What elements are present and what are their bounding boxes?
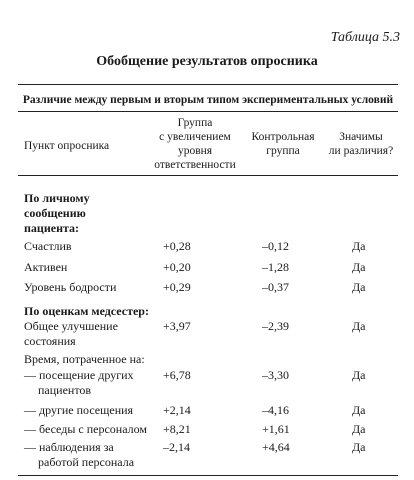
row-label-line2: пациентов <box>38 383 92 397</box>
header-group-line1: Группа <box>177 117 213 129</box>
row-control-value: –1,28 <box>262 260 289 274</box>
header-control <box>238 130 328 158</box>
row-group-value: +0,29 <box>163 280 191 294</box>
header-control-line2: группа <box>266 145 300 157</box>
row-control-value: +4,64 <box>262 440 290 454</box>
row-group-value: +6,78 <box>163 368 191 382</box>
row-significance: Да <box>352 422 366 436</box>
header-signif-line1: Значимы <box>339 131 383 143</box>
row-label-line1: — наблюдения за <box>24 440 114 454</box>
row-label <box>24 440 184 470</box>
header-group-line2: с увеличением <box>159 131 231 143</box>
row-label-line2: состояния <box>24 334 76 348</box>
row-group-value: +0,20 <box>163 260 191 274</box>
header-group-line3: уровня <box>177 145 213 157</box>
section-personal <box>24 191 90 236</box>
row-significance: Да <box>352 260 366 274</box>
section-time-spent: Время, потраченное на: <box>24 352 145 366</box>
header-item: Пункт опросника <box>24 140 110 152</box>
caption-rule <box>18 111 398 112</box>
row-group-value: –2,14 <box>163 440 190 454</box>
table-row <box>18 319 398 351</box>
row-label <box>24 319 184 349</box>
top-rule <box>18 84 398 85</box>
table-row <box>18 368 398 400</box>
section-nurses: По оценкам медсестер: <box>24 304 149 318</box>
header-control-line1: Контрольная <box>251 131 315 143</box>
row-label: — беседы с персоналом <box>24 422 147 436</box>
row-label-line1: — посещение других <box>24 368 134 382</box>
table-number: Таблица 5.3 <box>330 30 400 45</box>
table-caption: Различие между первым и вторым типом экспериментальных условий <box>22 94 394 106</box>
section-personal-line2: сообщению <box>24 206 86 220</box>
header-group-line4: ответственности <box>154 159 236 171</box>
header-signif-line2: ли различия? <box>328 145 394 157</box>
row-group-value: +8,21 <box>163 422 191 436</box>
row-significance: Да <box>352 239 366 253</box>
section-personal-line3: пациента: <box>24 221 80 235</box>
bottom-rule <box>18 475 398 476</box>
row-control-value: +1,61 <box>262 422 290 436</box>
row-control-value: –0,37 <box>262 280 289 294</box>
row-significance: Да <box>352 403 366 417</box>
row-label: — другие посещения <box>24 403 134 417</box>
row-control-value: –4,16 <box>262 403 289 417</box>
row-label-line2: работой персонала <box>38 455 135 469</box>
header-significance <box>316 130 406 158</box>
row-significance: Да <box>352 280 366 294</box>
header-rule <box>18 175 398 176</box>
row-group-value: +0,28 <box>163 239 191 253</box>
table-row <box>18 440 398 472</box>
table-title: Обобщение результатов опросника <box>96 54 318 69</box>
row-label: Уровень бодрости <box>24 280 117 294</box>
row-label: Счастлив <box>24 239 72 253</box>
row-control-value: –2,39 <box>262 319 289 333</box>
row-control-value: –0,12 <box>262 239 289 253</box>
row-group-value: +3,97 <box>163 319 191 333</box>
section-personal-line1: По личному <box>24 191 90 205</box>
header-group <box>140 116 250 172</box>
table-row <box>18 280 398 302</box>
table-row <box>18 239 398 261</box>
row-label: Активен <box>24 260 68 274</box>
row-significance: Да <box>352 440 366 454</box>
row-label-line1: Общее улучшение <box>24 319 118 333</box>
row-significance: Да <box>352 368 366 382</box>
table-row <box>18 260 398 282</box>
row-significance: Да <box>352 319 366 333</box>
row-control-value: –3,30 <box>262 368 289 382</box>
row-group-value: +2,14 <box>163 403 191 417</box>
row-label <box>24 368 184 398</box>
